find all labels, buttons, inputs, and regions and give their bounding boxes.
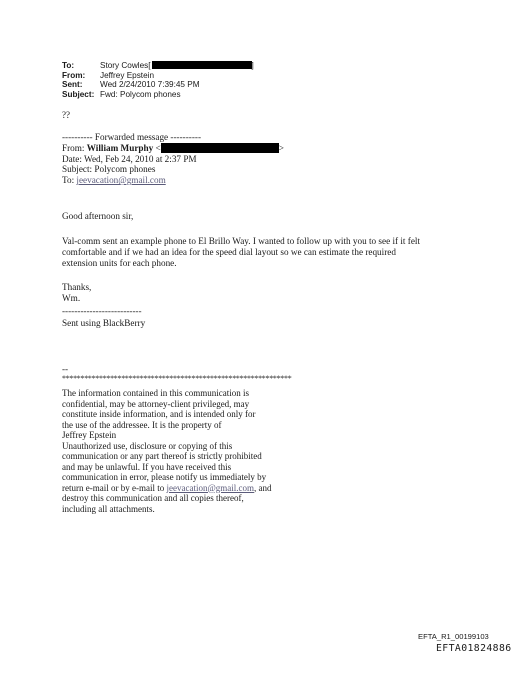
header-to-label: To: (62, 61, 75, 70)
header-from-value: Jeffrey Epstein (100, 70, 155, 80)
forwarded-from-row (62, 143, 284, 154)
preface-text: ?? (62, 110, 70, 120)
disclaimer-dashes: -- (62, 364, 69, 374)
header-from-label: From: (62, 70, 86, 80)
header-to-value: Story Cowles[ (100, 61, 151, 70)
disclaimer-email-link[interactable]: jeevacation@gmail.com (166, 482, 254, 493)
header-to-tail: ] (251, 61, 254, 70)
redaction-bar (152, 61, 252, 69)
signoff-name: Wm. (62, 292, 81, 303)
paragraph-line: Val-comm sent an example phone to El Brillo Way. I wanted to follow up with you to see if it felt (62, 236, 421, 246)
disclaimer-notify-row (62, 483, 362, 494)
email-header (62, 61, 254, 99)
disclaimer-notify-suffix: , and (253, 482, 272, 493)
forwarded-from-open: < (153, 142, 161, 153)
disclaimer-line: Jeffrey Epstein (62, 430, 117, 440)
forwarded-from-prefix: From: (62, 142, 87, 153)
forwarded-to-prefix: To: (62, 175, 77, 186)
disclaimer-line: including all attachments. (62, 503, 155, 514)
disclaimer-line: the use of the addressee. It is the property of (62, 419, 222, 430)
header-subject-row (62, 90, 254, 100)
header-to-row (62, 61, 254, 71)
disclaimer-stars: ************************************************************** (62, 374, 292, 383)
disclaimer-line: confidential, may be attorney-client privileged, may (62, 398, 250, 409)
header-sent-label: Sent: (62, 80, 83, 90)
forwarded-to-row (62, 175, 284, 186)
forwarded-separator: ---------- Forwarded message ---------- (62, 132, 202, 142)
forwarded-to-email-link[interactable]: jeevacation@gmail.com (76, 175, 166, 186)
disclaimer-line: communication or any part thereof is strictly prohibited (62, 451, 262, 461)
header-subject-value: Fwd: Polycom phones (100, 89, 181, 99)
sent-using-text: Sent using BlackBerry (62, 318, 146, 328)
footer-reference: EFTA_R1_00199103 (418, 632, 489, 641)
disclaimer-line: The information contained in this communication is (62, 388, 249, 398)
footer-bates-number: EFTA01824886 (436, 643, 512, 654)
thanks-text: Thanks, (62, 282, 92, 292)
header-sent-row (62, 80, 254, 90)
forwarded-subject: Subject: Polycom phones (62, 164, 156, 175)
header-from-row (62, 71, 254, 81)
disclaimer-line: Unauthorized use, disclosure or copying of this (62, 440, 233, 451)
disclaimer-line: communication in error, please notify us immediately by (62, 472, 267, 482)
disclaimer-line: and may be unlawful. If you have received this (62, 461, 232, 472)
disclaimer-notify-prefix: return e-mail or by e-mail to (62, 482, 167, 493)
disclaimer-line: destroy this communication and all copies thereof, (62, 493, 244, 503)
forwarded-from-name: William Murphy (86, 142, 154, 153)
redaction-bar (161, 143, 279, 153)
disclaimer-line: constitute inside information, and is intended only for (62, 409, 256, 419)
disclaimer-block (62, 388, 362, 514)
forwarded-block (62, 132, 284, 186)
forwarded-date: Date: Wed, Feb 24, 2010 at 2:37 PM (62, 153, 197, 164)
greeting: Good afternoon sir, (62, 211, 134, 221)
header-subject-label: Subject: (62, 89, 95, 99)
signoff-block (62, 282, 462, 304)
paragraph-line: comfortable and if we had an idea for the speed dial layout so we can estimate the required (62, 246, 396, 257)
signature-separator: -------------------------- (62, 306, 142, 316)
paragraph-line: extension units for each phone. (62, 257, 177, 268)
message-paragraph (62, 236, 462, 268)
forwarded-from-close: > (278, 142, 284, 153)
header-sent-value: Wed 2/24/2010 7:39:45 PM (100, 80, 200, 90)
